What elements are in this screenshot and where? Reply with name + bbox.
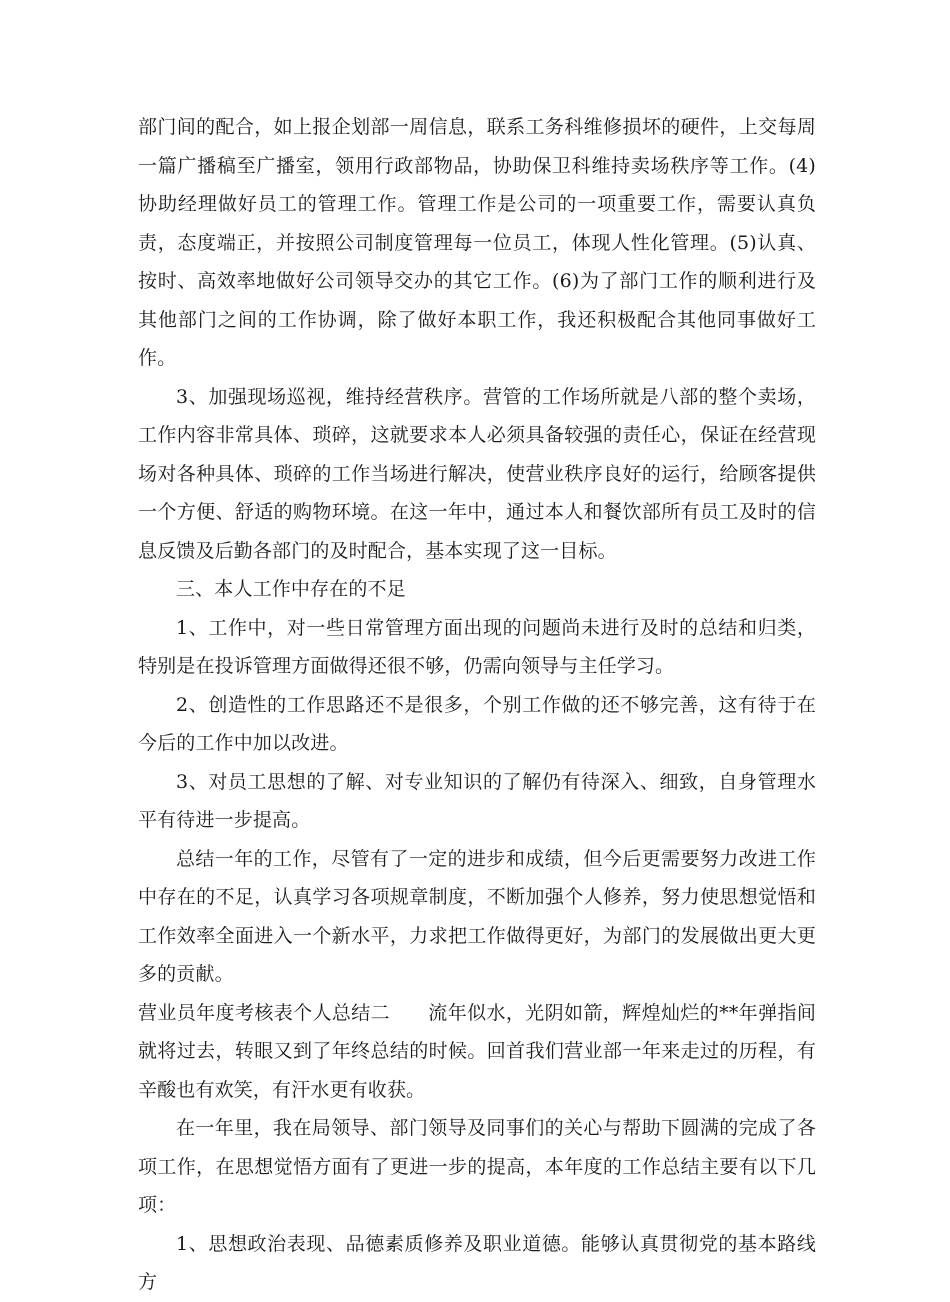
summary-two-title: 营业员年度考核表个人总结二: [138, 1001, 391, 1024]
paragraph-shortcoming-3: 3、对员工思想的了解、对专业知识的了解仍有待深入、细致，自身管理水平有待进一步提高。: [138, 770, 816, 831]
paragraph-year-review: 在一年里，我在局领导、部门领导及同事们的关心与帮助下圆满的完成了各项工作，在思想觉悟方面有了更进一步的提高，本年度的工作总结主要有以下几项：: [138, 1117, 816, 1216]
paragraph-political-performance: 1、思想政治表现、品德素质修养及职业道德。能够认真贯彻党的基本路线方: [138, 1232, 816, 1293]
paragraph-continuation: 部门间的配合，如上报企划部一周信息，联系工务科维修损坏的硬件，上交每周一篇广播稿至广播室，领用行政部物品，协助保卫科维持卖场秩序等工作。(4)协助经理做好员工的管理工作。管理工作是公司的一项重要工作，需要认真负责，态度端正，并按照公司制度管理每一位员工，体现人性化管理。(5)认真、按时、高效率地做好公司领导交办的其它工作。(6)为了部门工作的顺利进行及其他部门之间的工作协调，除了做好本职工作，我还积极配合其他同事做好工作。: [138, 116, 816, 369]
section-heading-shortcomings: 三、本人工作中存在的不足: [176, 578, 406, 600]
paragraph-field-patrol: 3、加强现场巡视，维持经营秩序。营管的工作场所就是八部的整个卖场，工作内容非常具体、琐碎，这就要求本人必须具备较强的责任心，保证在经营现场对各种具体、琐碎的工作当场进行解决，使营业秩序良好的运行，给顾客提供一个方便、舒适的购物环境。在这一年中，通过本人和餐饮部所有员工及时的信息反馈及后勤各部门的及时配合，基本实现了这一目标。: [138, 385, 816, 562]
summary-two-text: 流年似水，光阴如箭，辉煌灿烂的**年弹指间就将过去，转眼又到了年终总结的时候。回首我们营业部一年来走过的历程，有辛酸也有欢笑，有汗水更有收获。: [138, 1001, 816, 1101]
document-body: [138, 108, 816, 1302]
paragraph-summary-two: [138, 994, 816, 1110]
paragraph-shortcoming-2: 2、创造性的工作思路还不是很多，个别工作做的还不够完善，这有待于在今后的工作中加以改进。: [138, 693, 816, 754]
paragraph-year-summary: 总结一年的工作，尽管有了一定的进步和成绩，但今后更需要努力改进工作中存在的不足，认真学习各项规章制度，不断加强个人修养，努力使思想觉悟和工作效率全面进入一个新水平，力求把工作做得更好，为部门的发展做出更大更多的贡献。: [138, 847, 816, 985]
paragraph-shortcoming-1: 1、工作中，对一些日常管理方面出现的问题尚未进行及时的总结和归类，特别是在投诉管理方面做得还很不够，仍需向领导与主任学习。: [138, 616, 816, 677]
